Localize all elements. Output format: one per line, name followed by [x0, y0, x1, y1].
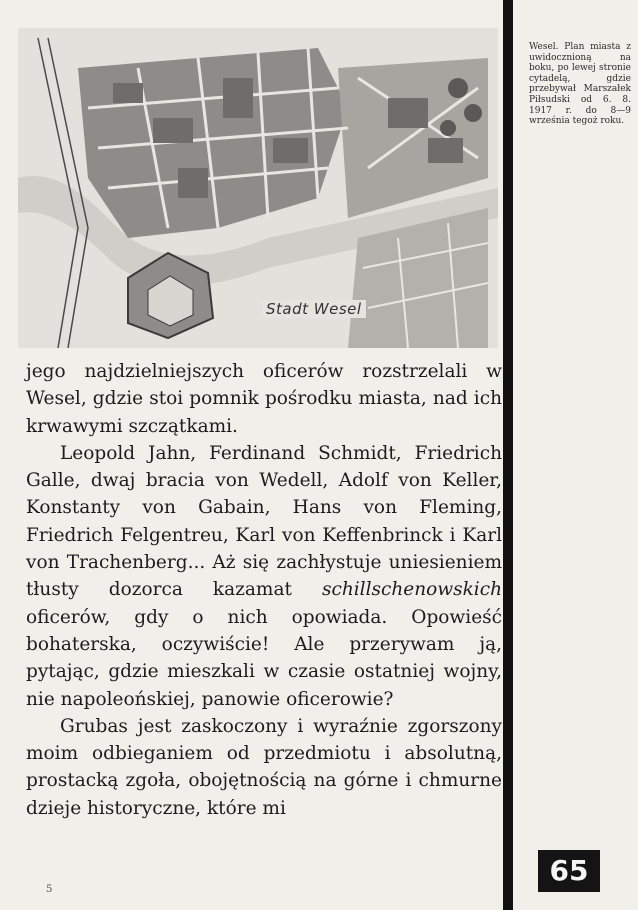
figure-caption: Wesel. Plan miasta z uwidocznioną na boku, po lewej stronie cytadelą, gdzie przebywał Marszałek Piłsudski od 6. 8. 1917 r. do 8—9 września tegoż roku. — [529, 42, 631, 127]
body-text — [26, 358, 502, 822]
page-number: 65 — [538, 850, 600, 892]
map-label: Stadt Wesel — [262, 300, 366, 318]
signature-mark: 5 — [46, 884, 53, 895]
paragraph-text: Leopold Jahn, Ferdinand Schmidt, Friedrich Galle, dwaj bracia von Wedell, Adolf von Keller, Konstanty von Gabain, Hans von Fleming, Friedrich Felgentreu, Karl von Keffenbrinck i Karl von Trachenberg... Aż się zachłystuje uniesieniem tłusty dozorca kazamat — [26, 442, 502, 601]
margin-rule — [503, 0, 513, 910]
paragraph: Grubas jest zaskoczony i wyraźnie zgorszony moim odbieganiem od przedmiotu i absolutną, prostacką zgoła, obojętnością na górne i chmurne dzieje historyczne, które mi — [26, 715, 502, 819]
map-drawing — [18, 28, 498, 348]
paragraph-text: oficerów, gdy o nich opowiada. Opowieść bohaterska, oczywiście! Ale przerywam ją, pytając, gdzie mieszkali w czasie ostatniej wojny, nie napoleońskiej, panowie oficerowie? — [26, 606, 502, 710]
city-map — [18, 28, 498, 348]
italic-term: schillschenowskich — [321, 579, 502, 601]
paragraph — [26, 440, 502, 713]
paragraph: jego najdzielniejszych oficerów rozstrzelali w Wesel, gdzie stoi pomnik pośrodku miasta, nad ich krwawymi szczątkami. — [26, 361, 502, 437]
